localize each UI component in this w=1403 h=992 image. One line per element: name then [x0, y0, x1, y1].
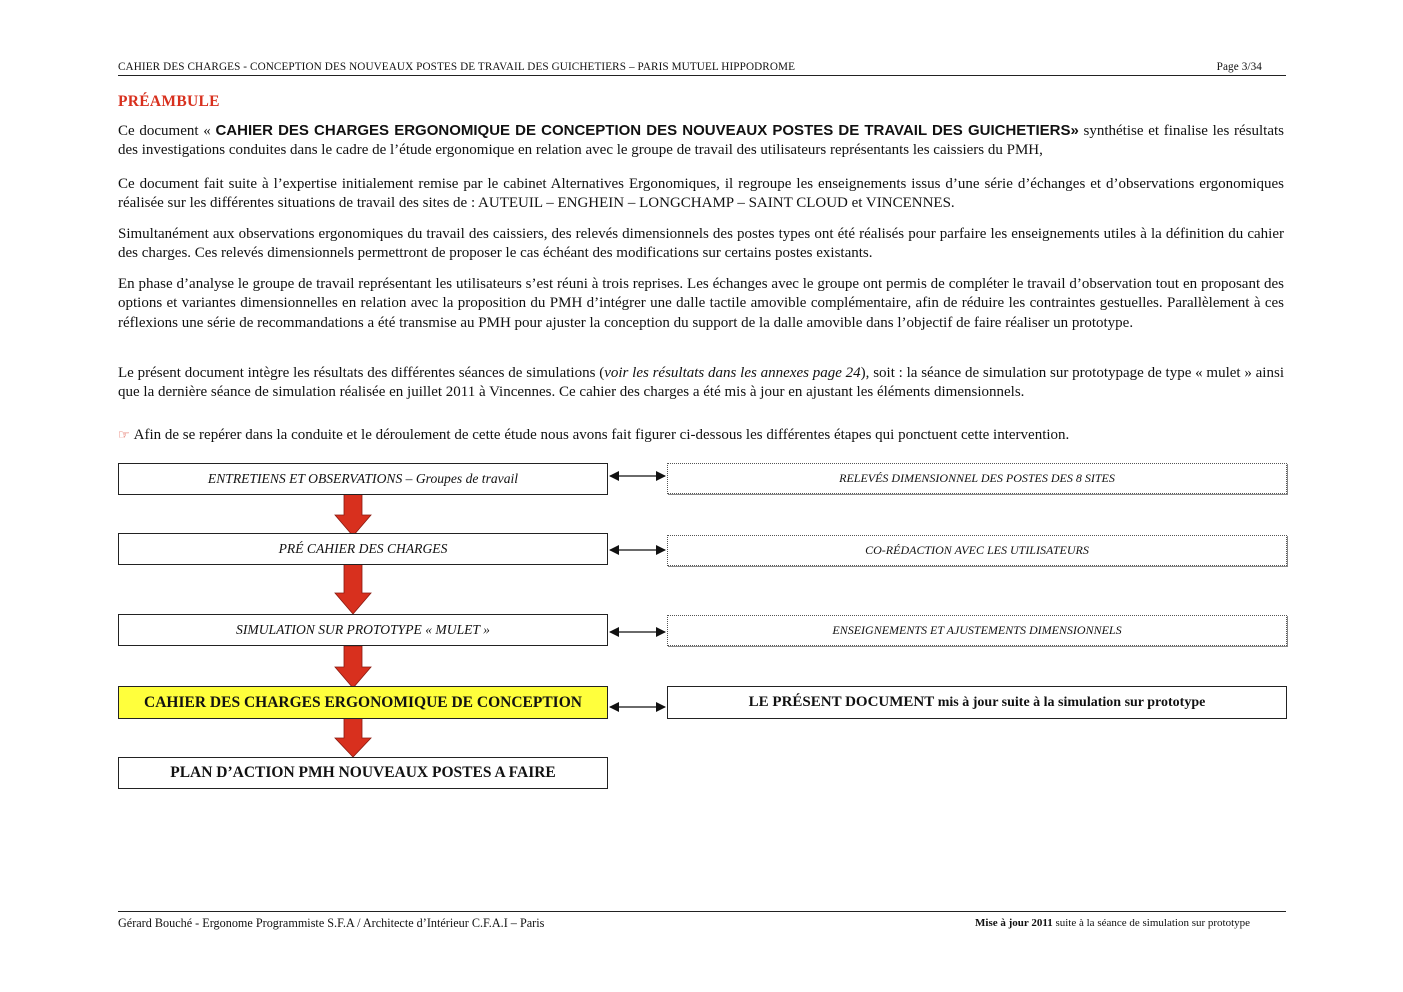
paragraph-4: En phase d’analyse le groupe de travail représentant les utilisateurs s’est réuni à trois reprises. Les échanges avec le groupe ont permis de compléter le travail d’observation tout en proposant des options et variantes dimensionnelles en relation avec la proposition du PMH d’intégrer une dalle tactile amovible complémentaire, afin de réduire les contraintes gestuelles. Parallèlement à ces réflexions une série de recommandations a été transmise au PMH pour ajuster la conception du support de la dalle amovible dans l’objectif de faire réaliser un prototype. — [118, 276, 1284, 331]
p1-text-b: synthétise et finalise les résultats des investigations conduites dans le cadre de l’étude ergonomique en relation avec le groupe de travail des utilisateurs représentants les caissiers du PMH, — [118, 123, 1284, 159]
footer-update-rest: suite à la séance de simulation sur prototype — [1052, 917, 1251, 929]
flow-note-current — [667, 686, 1287, 719]
page-number: Page 3/34 — [1216, 61, 1262, 73]
flow-note-1: RELEVÉS DIMENSIONNEL DES POSTES DES 8 SITES — [667, 463, 1287, 494]
pointing-hand-icon: ☞ — [118, 427, 130, 442]
p6-text: Afin de se repérer dans la conduite et le déroulement de cette étude nous avons fait figurer ci-dessous les différentes étapes qui ponctuent cette intervention. — [133, 427, 1070, 443]
flow-step-2: PRÉ CAHIER DES CHARGES — [118, 533, 608, 565]
p1-text-a: Ce document « — [118, 123, 216, 139]
down-arrow-4 — [335, 718, 371, 757]
down-arrow-2 — [335, 564, 371, 614]
footer-update — [975, 917, 1250, 929]
down-arrow-3 — [335, 646, 371, 688]
current-doc-bold: LE PRÉSENT DOCUMENT — [748, 694, 935, 710]
section-title: PRÉAMBULE — [118, 93, 220, 110]
down-arrow-1 — [335, 494, 371, 536]
flow-step-5: PLAN D’ACTION PMH NOUVEAUX POSTES A FAIRE — [118, 757, 608, 789]
flow-step-3: SIMULATION SUR PROTOTYPE « MULET » — [118, 614, 608, 646]
footer-rule — [118, 911, 1286, 912]
footer-author: Gérard Bouché - Ergonome Programmiste S.F.A / Architecte d’Intérieur C.F.A.I – Paris — [118, 916, 545, 930]
header-title: CAHIER DES CHARGES - CONCEPTION DES NOUVEAUX POSTES DE TRAVAIL DES GUICHETIERS – PARIS MUTUEL HIPPODROME — [118, 61, 796, 73]
p5-italic-ref: voir les résultats dans les annexes page 24 — [604, 365, 861, 381]
paragraph-2: Ce document fait suite à l’expertise initialement remise par le cabinet Alternatives Ergonomiques, il regroupe les enseignements issus d’une série d’échanges et d’observations ergonomiques réalisée sur les différentes situations de travail des sites de : AUTEUIL – ENGHEIN – LONGCHAMP – SAINT CLOUD et VINCENNES. — [118, 176, 1284, 212]
footer-update-bold: Mise à jour 2011 — [975, 917, 1053, 929]
current-doc-rest: mis à jour suite à la simulation sur prototype — [934, 694, 1206, 710]
flow-note-2: CO-RÉDACTION AVEC LES UTILISATEURS — [667, 535, 1287, 566]
p1-bold: CAHIER DES CHARGES ERGONOMIQUE DE CONCEPTION DES NOUVEAUX POSTES DE TRAVAIL DES GUICHETIERS» — [215, 122, 1079, 139]
paragraph-3: Simultanément aux observations ergonomiques du travail des caissiers, des relevés dimensionnels des postes types ont été réalisés pour parfaire les enseignements utiles à la définition du cahier des charges. Ces relevés dimensionnels permettront de proposer le cas échéant des modifications sur certains postes existants. — [118, 226, 1284, 262]
flow-note-3: ENSEIGNEMENTS ET AJUSTEMENTS DIMENSIONNELS — [667, 615, 1287, 646]
flow-step-1: ENTRETIENS ET OBSERVATIONS – Groupes de travail — [118, 463, 608, 495]
p5-text-a: Le présent document intègre les résultats des différentes séances de simulations ( — [118, 365, 605, 381]
p5-text-b: ), soit : la séance de simulation sur prototypage de type « mulet » ainsi que la dernière séance de simulation réalisée en juillet 2011 à Vincennes. Ce cahier des charges a été mis à jour en ajustant les éléments dimensionnels. — [118, 365, 1284, 401]
flow-step-4-current: CAHIER DES CHARGES ERGONOMIQUE DE CONCEPTION — [118, 686, 608, 719]
